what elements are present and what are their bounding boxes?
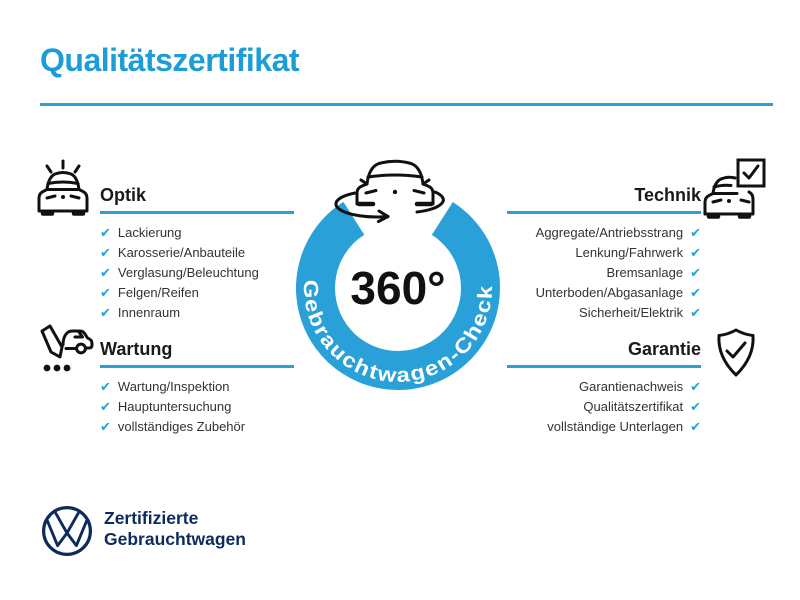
item-label: Sicherheit/Elektrik bbox=[579, 304, 684, 320]
check-icon: ✔ bbox=[100, 418, 111, 434]
shield-check-icon bbox=[710, 326, 762, 387]
check-icon: ✔ bbox=[100, 304, 111, 320]
check-icon: ✔ bbox=[100, 284, 111, 300]
sparkling-car-icon bbox=[34, 159, 92, 224]
list-item bbox=[507, 243, 701, 263]
list-item bbox=[100, 377, 294, 397]
section-wartung bbox=[100, 338, 294, 437]
car-front-rotate-icon bbox=[336, 161, 443, 221]
item-label: Wartung/Inspektion bbox=[117, 378, 230, 394]
item-label: Hauptuntersuchung bbox=[117, 398, 232, 414]
list-item bbox=[100, 243, 294, 263]
section-wartung-list bbox=[100, 377, 294, 437]
item-label: vollständige Unterlagen bbox=[547, 418, 684, 434]
item-label: Garantienachweis bbox=[579, 378, 684, 394]
item-label: Lackierung bbox=[117, 224, 182, 240]
section-wartung-title: Wartung bbox=[100, 339, 173, 359]
list-item bbox=[507, 303, 701, 323]
section-optik-title: Optik bbox=[100, 185, 147, 205]
item-label: Lenkung/Fahrwerk bbox=[575, 244, 684, 260]
brand-text bbox=[104, 508, 246, 550]
check-icon: ✔ bbox=[690, 264, 701, 280]
section-technik-title: Technik bbox=[634, 185, 701, 205]
item-label: Innenraum bbox=[117, 304, 181, 320]
section-garantie-list bbox=[507, 377, 701, 437]
item-label: Verglasung/Beleuchtung bbox=[117, 264, 259, 280]
check-icon: ✔ bbox=[690, 378, 701, 394]
check-icon: ✔ bbox=[690, 398, 701, 414]
brand-line2: Gebrauchtwagen bbox=[104, 529, 246, 549]
item-label: Aggregate/Antriebsstrang bbox=[535, 224, 684, 240]
check-icon: ✔ bbox=[690, 304, 701, 320]
list-item bbox=[507, 417, 701, 437]
check-icon: ✔ bbox=[690, 284, 701, 300]
item-label: Karosserie/Anbauteile bbox=[117, 244, 246, 260]
list-item bbox=[100, 283, 294, 303]
list-item bbox=[507, 283, 701, 303]
item-label: Qualitätszertifikat bbox=[583, 398, 684, 414]
section-optik-rule bbox=[100, 211, 294, 214]
item-label: Felgen/Reifen bbox=[117, 284, 199, 300]
check-icon: ✔ bbox=[100, 224, 111, 240]
section-technik bbox=[507, 184, 701, 323]
360-check-graphic bbox=[278, 148, 518, 400]
section-technik-rule bbox=[507, 211, 701, 214]
vw-logo bbox=[41, 505, 93, 562]
list-item bbox=[100, 263, 294, 283]
item-label: vollständiges Zubehör bbox=[117, 418, 246, 434]
list-item bbox=[507, 397, 701, 417]
list-item bbox=[100, 303, 294, 323]
section-garantie bbox=[507, 338, 701, 437]
list-item bbox=[100, 397, 294, 417]
section-optik-list bbox=[100, 223, 294, 323]
car-checklist-icon bbox=[701, 158, 767, 227]
check-icon: ✔ bbox=[100, 264, 111, 280]
list-item bbox=[100, 223, 294, 243]
degree-value: 360° bbox=[350, 262, 446, 314]
section-optik bbox=[100, 184, 294, 323]
section-garantie-title: Garantie bbox=[627, 339, 701, 359]
page-title: Qualitätszertifikat bbox=[40, 42, 300, 78]
check-icon: ✔ bbox=[690, 244, 701, 260]
list-item bbox=[507, 263, 701, 283]
ring-label: Gebrauchtwagen-Check bbox=[298, 279, 498, 388]
check-icon: ✔ bbox=[690, 224, 701, 240]
item-label: Unterboden/Abgasanlage bbox=[535, 284, 684, 300]
section-wartung-rule bbox=[100, 365, 294, 368]
list-item bbox=[507, 223, 701, 243]
check-icon: ✔ bbox=[100, 398, 111, 414]
check-icon: ✔ bbox=[690, 418, 701, 434]
title-divider bbox=[40, 103, 773, 106]
list-item bbox=[507, 377, 701, 397]
list-item bbox=[100, 417, 294, 437]
section-technik-list bbox=[507, 223, 701, 323]
brand-line1: Zertifizierte bbox=[104, 508, 199, 528]
pencil-car-icon bbox=[32, 319, 94, 386]
check-icon: ✔ bbox=[100, 244, 111, 260]
check-icon: ✔ bbox=[100, 378, 111, 394]
section-garantie-rule bbox=[507, 365, 701, 368]
item-label: Bremsanlage bbox=[606, 264, 684, 280]
